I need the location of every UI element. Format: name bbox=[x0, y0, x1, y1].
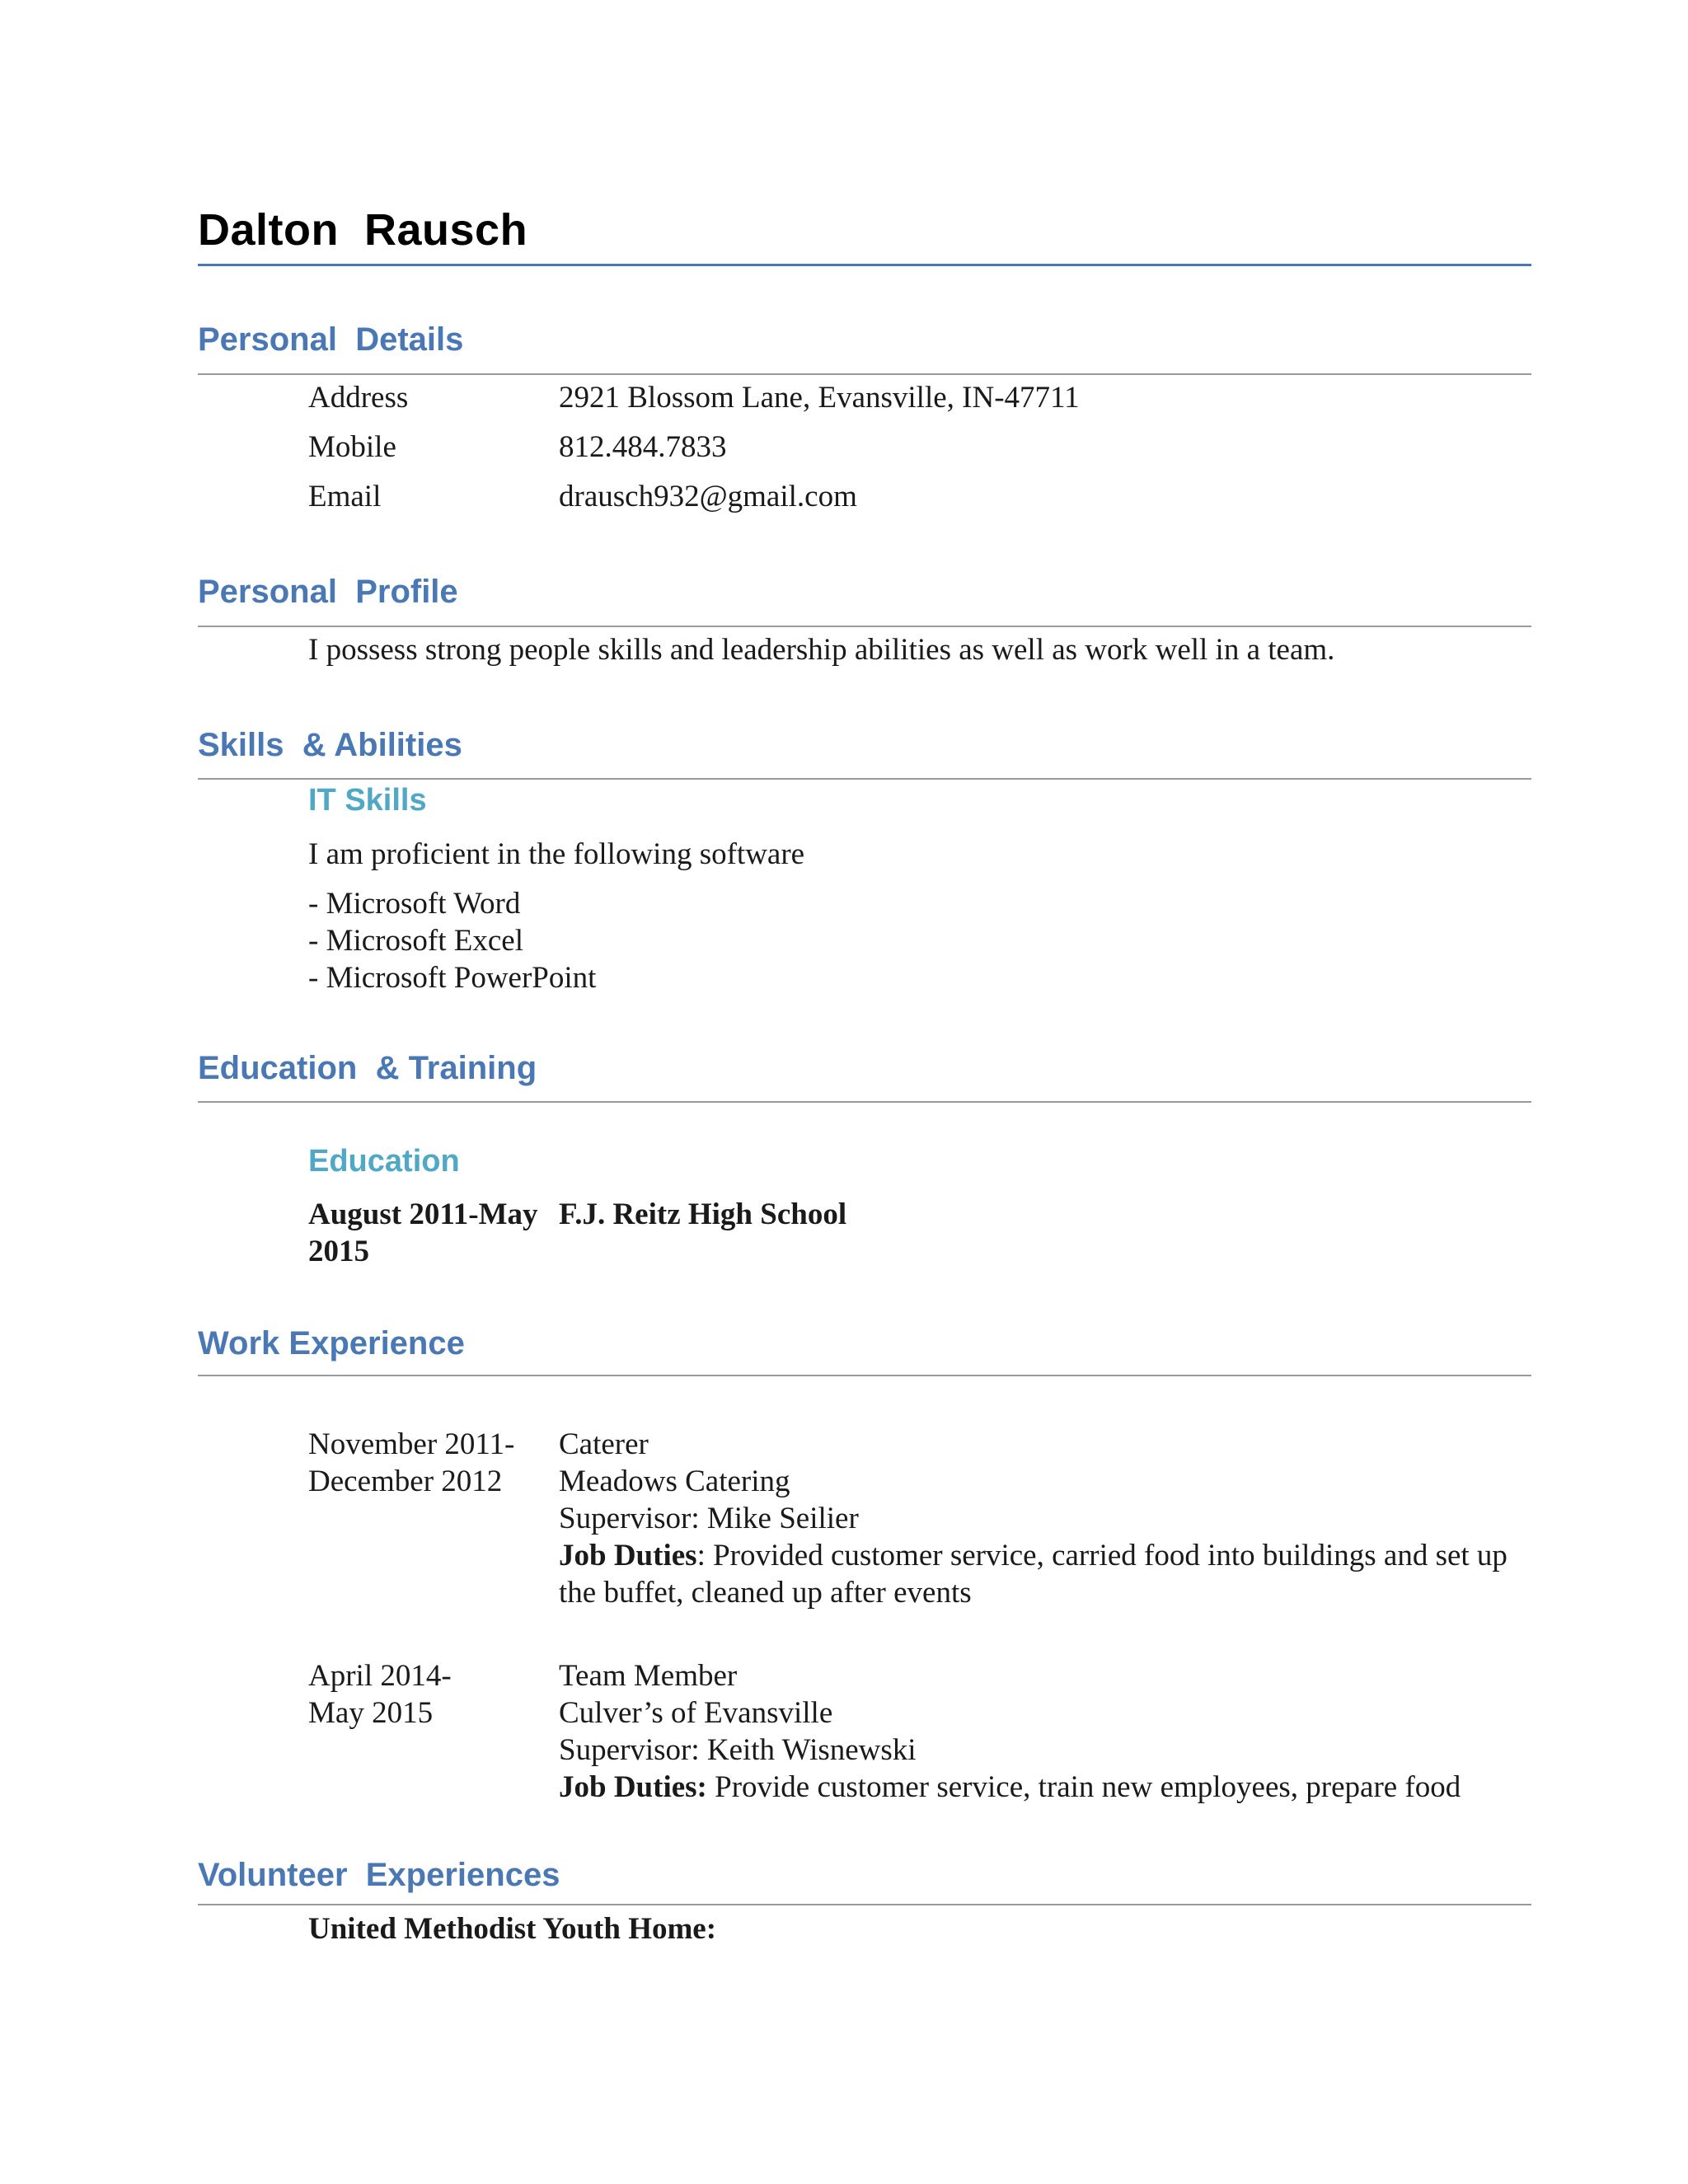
section-divider-education-training bbox=[198, 1101, 1531, 1103]
detail-value-email: drausch932@gmail.com bbox=[559, 480, 857, 513]
job-duties-label: Job Duties bbox=[559, 1539, 697, 1572]
volunteer-org: United Methodist Youth Home: bbox=[308, 1912, 717, 1946]
detail-label-mobile: Mobile bbox=[308, 430, 396, 464]
section-divider-volunteer bbox=[198, 1904, 1531, 1905]
detail-value-mobile: 812.484.7833 bbox=[559, 430, 727, 464]
subsection-title-it-skills: IT Skills bbox=[308, 783, 427, 818]
job-company: Meadows Catering bbox=[559, 1465, 790, 1498]
education-date-line2: 2015 bbox=[308, 1235, 369, 1268]
job-duties-text: : Provided customer service, carried food into buildings and set up the buffet, cleaned up after events bbox=[559, 1539, 1507, 1610]
job-position: Caterer bbox=[559, 1427, 649, 1461]
section-title-work-experience: Work Experience bbox=[198, 1325, 465, 1361]
name-divider bbox=[198, 264, 1531, 266]
job-supervisor: Supervisor: Mike Seilier bbox=[559, 1502, 859, 1535]
section-title-personal-profile: Personal Profile bbox=[198, 574, 458, 610]
section-title-education-training: Education & Training bbox=[198, 1050, 537, 1086]
section-title-skills: Skills & Abilities bbox=[198, 727, 462, 763]
job-date-line1: April 2014- bbox=[308, 1659, 452, 1693]
resume-name: Dalton Rausch bbox=[198, 205, 528, 255]
job-supervisor: Supervisor: Keith Wisnewski bbox=[559, 1733, 917, 1767]
job-date-line2: December 2012 bbox=[308, 1465, 503, 1498]
profile-text: I possess strong people skills and leadership abilities as well as work well in a team. bbox=[308, 633, 1335, 667]
section-divider-work-experience bbox=[198, 1375, 1531, 1376]
job-date-line1: November 2011- bbox=[308, 1427, 515, 1461]
job-duties-text: Provide customer service, train new employees, prepare food bbox=[706, 1770, 1461, 1804]
skill-item: - Microsoft PowerPoint bbox=[308, 961, 597, 995]
section-title-personal-details: Personal Details bbox=[198, 321, 464, 358]
job-duties-label: Job Duties: bbox=[559, 1770, 707, 1804]
education-date-line1: August 2011-May bbox=[308, 1197, 538, 1231]
subsection-title-education: Education bbox=[308, 1144, 460, 1179]
education-school: F.J. Reitz High School bbox=[559, 1197, 847, 1231]
skill-item: - Microsoft Word bbox=[308, 887, 521, 921]
section-title-volunteer: Volunteer Experiences bbox=[198, 1857, 560, 1893]
job-company: Culver’s of Evansville bbox=[559, 1696, 833, 1730]
job-date-line2: May 2015 bbox=[308, 1696, 434, 1730]
job-duties bbox=[559, 1537, 1531, 1611]
section-divider-skills bbox=[198, 778, 1531, 780]
section-divider-personal-profile bbox=[198, 626, 1531, 627]
skills-intro: I am proficient in the following software bbox=[308, 837, 805, 871]
section-divider-personal-details bbox=[198, 373, 1531, 375]
job-duties bbox=[559, 1769, 1531, 1806]
detail-label-address: Address bbox=[308, 381, 409, 415]
job-position: Team Member bbox=[559, 1659, 738, 1693]
detail-label-email: Email bbox=[308, 480, 382, 513]
detail-value-address: 2921 Blossom Lane, Evansville, IN-47711 bbox=[559, 381, 1080, 415]
skill-item: - Microsoft Excel bbox=[308, 924, 523, 958]
